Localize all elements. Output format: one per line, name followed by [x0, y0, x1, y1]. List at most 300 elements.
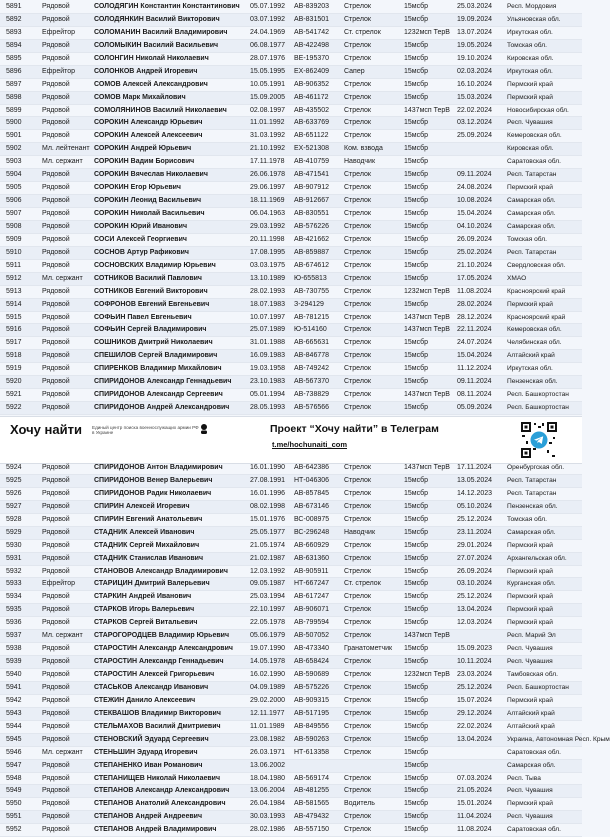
cell-name: СПИРИН Евгений Анатольевич — [94, 515, 203, 523]
cell-pos: Ст. стрелок — [344, 28, 381, 36]
cell-date: 16.01.1996 — [250, 489, 286, 497]
cell-unit: 15мсбр — [404, 515, 429, 523]
cell-name: СОРОКИН Юрий Иванович — [94, 222, 188, 230]
cell-tok: АВ-905911 — [294, 567, 329, 575]
cell-pos: Стрелок — [344, 326, 371, 334]
cell-name: СОРОКИН Николай Васильевич — [94, 210, 205, 217]
cell-num: 5939 — [6, 658, 22, 666]
cell-unit: 15мсбр — [404, 235, 429, 243]
cell-rank: Рядовой — [42, 528, 70, 536]
cell-rank: Рядовой — [42, 326, 70, 334]
cell-rank: Рядовой — [42, 210, 70, 217]
cell-name: СОФЬИН Павел Евгеньевич — [94, 313, 192, 321]
cell-reg: Респ. Башкортостан — [507, 683, 569, 691]
project-banner — [0, 416, 582, 464]
cell-unit: 15мсбр — [404, 748, 429, 756]
cell-tok: АВ-642386 — [294, 464, 330, 471]
cell-rank: Рядовой — [42, 119, 70, 127]
cell-name: СТАДНИК Алексей Иванович — [94, 528, 195, 536]
cell-num: 5893 — [6, 28, 22, 36]
cell-pos: Стрелок — [344, 15, 371, 23]
cell-rank: Рядовой — [42, 80, 70, 88]
cell-tok: АВ-410759 — [294, 158, 330, 166]
cell-unit: 15мсбр — [404, 261, 429, 269]
cell-name: СОСИ Алексей Георгиевич — [94, 235, 187, 243]
cell-unit: 1437мсп ТерВ — [404, 106, 450, 114]
cell-rank: Рядовой — [42, 489, 70, 497]
cell-num: 5899 — [6, 106, 22, 114]
table-row — [0, 299, 582, 312]
cell-pos: Стрелок — [344, 567, 371, 575]
cell-num: 5912 — [6, 274, 22, 282]
cell-rank: Рядовой — [42, 391, 70, 399]
cell-pos: Стрелок — [344, 593, 371, 601]
cell-pos: Стрелок — [344, 735, 371, 743]
cell-reg: Иркутская обл. — [507, 365, 553, 373]
table-row — [0, 312, 582, 325]
table-row — [0, 682, 582, 695]
table-row — [0, 79, 582, 92]
cell-reg: Пермский край — [507, 800, 553, 808]
cell-name: СТЕПАНОВ Александр Александрович — [94, 787, 230, 795]
cell-tok: АВ-830551 — [294, 210, 330, 217]
cell-reg: Саратовская обл. — [507, 826, 561, 834]
cell-ddate: 25.09.2024 — [457, 132, 493, 140]
table-row — [0, 1, 582, 14]
cell-unit: 15мсбр — [404, 528, 429, 536]
cell-ddate: 13.05.2024 — [457, 476, 493, 484]
cell-ddate: 10.11.2024 — [457, 658, 492, 666]
cell-date: 15.01.1976 — [250, 515, 286, 523]
table-row — [0, 208, 582, 221]
cell-name: СПЕШИЛОВ Сергей Владимирович — [94, 352, 218, 360]
cell-ddate: 15.04.2024 — [457, 352, 493, 360]
cell-rank: Рядовой — [42, 541, 70, 549]
cell-num: 5949 — [6, 787, 22, 795]
cell-reg: Самарская обл. — [507, 222, 556, 230]
cell-unit: 15мсбр — [404, 158, 429, 166]
cell-ddate: 24.08.2024 — [457, 184, 493, 192]
cell-rank: Рядовой — [42, 645, 70, 653]
table-row — [0, 488, 582, 501]
cell-unit: 15мсбр — [404, 722, 429, 730]
cell-name: СОРОКИН Вячеслав Николаевич — [94, 171, 208, 179]
cell-pos: Стрелок — [344, 464, 371, 471]
cell-pos: Наводчик — [344, 528, 376, 536]
cell-ddate: 02.03.2024 — [457, 67, 493, 75]
cell-name: СТАРКОВ Игорь Валерьевич — [94, 606, 195, 614]
cell-name: СОТНИКОВ Василий Павлович — [94, 274, 202, 282]
table-row — [0, 798, 582, 811]
cell-num: 5934 — [6, 593, 22, 601]
cell-reg: ХМАО — [507, 274, 527, 282]
cell-reg: Новосибирская обл. — [507, 106, 569, 114]
cell-num: 5924 — [6, 464, 22, 471]
cell-date: 22.10.1997 — [250, 606, 286, 614]
cell-num: 5896 — [6, 67, 22, 75]
cell-ddate: 22.11.2024 — [457, 326, 492, 334]
cell-name: СОСНОВ Артур Рафикович — [94, 248, 189, 256]
cell-num: 5916 — [6, 326, 22, 334]
cell-name: СТЕЛЬМАХОВ Василий Дмитриевич — [94, 722, 221, 730]
brand-title: Хочу найти — [10, 422, 82, 437]
cell-pos: Стрелок — [344, 632, 371, 640]
cell-rank: Рядовой — [42, 567, 70, 575]
cell-num: 5897 — [6, 80, 22, 88]
cell-num: 5932 — [6, 567, 22, 575]
cell-name: СТЕЖИН Данило Алексеевич — [94, 696, 196, 704]
table-row — [0, 566, 582, 579]
cell-num: 5914 — [6, 300, 22, 308]
cell-pos: Стрелок — [344, 248, 371, 256]
cell-name: СОРОКИН Вадим Борисович — [94, 158, 195, 166]
cell-rank: Рядовой — [42, 313, 70, 321]
cell-pos: Стрелок — [344, 132, 371, 140]
cell-rank: Рядовой — [42, 658, 70, 666]
cell-name: СОЛОМАНИН Василий Владимирович — [94, 28, 228, 36]
cell-rank: Рядовой — [42, 300, 70, 308]
cell-tok: АВ-481255 — [294, 787, 330, 795]
cell-name: СПИРИДОНОВ Александр Геннадьевич — [94, 378, 232, 386]
table-row — [0, 669, 582, 682]
cell-date: 05.06.1979 — [250, 632, 286, 640]
cell-reg: Томская обл. — [507, 235, 547, 243]
table-row — [0, 105, 582, 118]
cell-tok: АВ-781215 — [294, 313, 330, 321]
cell-reg: Архангельская обл. — [507, 554, 567, 562]
cell-name: СПИРИН Алексей Игоревич — [94, 502, 190, 510]
cell-unit: 15мсбр — [404, 339, 429, 347]
cell-name: СОШНИКОВ Дмитрий Николаевич — [94, 339, 213, 347]
cell-date: 25.07.1989 — [250, 326, 286, 334]
cell-rank: Рядовой — [42, 235, 70, 243]
table-row — [0, 656, 582, 669]
cell-name: СТЕПАНОВ Андрей Владимирович — [94, 826, 217, 834]
cell-reg: Кировская обл. — [507, 54, 554, 62]
cell-tok: АВ-541742 — [294, 28, 330, 36]
cell-rank: Рядовой — [42, 593, 70, 601]
cell-name: СОЛОДЯНКИН Василий Викторович — [94, 15, 220, 23]
cell-name: СТАРОСТИН Александр Геннадьевич — [94, 658, 224, 666]
cell-num: 5906 — [6, 197, 22, 205]
cell-name: СОМОЛЯНИНОВ Василий Николаевич — [94, 106, 227, 114]
table-row — [0, 195, 582, 208]
cell-num: 5945 — [6, 735, 22, 743]
cell-pos: Стрелок — [344, 261, 371, 269]
cell-tok: АВ-473340 — [294, 645, 330, 653]
cell-rank: Ефрейтор — [42, 580, 76, 588]
cell-ddate: 05.10.2024 — [457, 502, 493, 510]
cell-pos: Стрелок — [344, 287, 371, 295]
cell-unit: 15мсбр — [404, 761, 429, 769]
cell-rank: Рядовой — [42, 93, 70, 101]
cell-reg: Респ. Башкортостан — [507, 404, 569, 412]
cell-pos: Стрелок — [344, 748, 371, 756]
cell-pos: Стрелок — [344, 41, 371, 49]
cell-reg: Пермский край — [507, 93, 553, 101]
table-row — [0, 591, 582, 604]
telegram-link[interactable]: t.me/hochunaiti_com — [272, 440, 348, 449]
cell-reg: Самарская обл. — [507, 528, 556, 536]
cell-tok: АВ-422498 — [294, 41, 330, 49]
cell-pos: Стрелок — [344, 391, 371, 399]
cell-date: 12.11.1977 — [250, 709, 285, 717]
cell-reg: Иркутская обл. — [507, 67, 553, 75]
cell-name: СТЕНОВСКИЙ Эдуард Сергеевич — [94, 735, 209, 743]
cell-tok: ВС-296248 — [294, 528, 330, 536]
cell-name: СОЛОДЯГИН Константин Константинович — [94, 3, 240, 10]
cell-pos: Стрелок — [344, 489, 371, 497]
cell-name: СОСНОВСКИХ Владимир Юрьевич — [94, 261, 216, 269]
cell-rank: Рядовой — [42, 735, 70, 743]
cell-date: 28.07.1976 — [250, 54, 286, 62]
cell-reg: Респ. Татарстан — [507, 248, 557, 256]
cell-num: 5898 — [6, 93, 22, 101]
cell-num: 5933 — [6, 580, 22, 588]
table-row — [0, 773, 582, 786]
cell-reg: Пензенская обл. — [507, 378, 558, 386]
cell-num: 5930 — [6, 541, 22, 549]
cell-reg: Свердловская обл. — [507, 261, 566, 269]
cell-date: 05.07.1992 — [250, 3, 286, 10]
telegram-icon — [530, 431, 548, 449]
cell-name: СПИРИДОНОВ Андрей Александрович — [94, 404, 230, 412]
cell-name: СПИРИДОНОВ Антон Владимирович — [94, 464, 223, 471]
cell-num: 5935 — [6, 606, 22, 614]
cell-reg: Алтайский край — [507, 352, 555, 360]
cell-unit: 15мсбр — [404, 15, 429, 23]
cell-pos: Водитель — [344, 800, 375, 808]
cell-ddate: 11.08.2024 — [457, 826, 492, 834]
cell-name: СТАРКОВ Сергей Витальевич — [94, 619, 198, 627]
cell-num: 5910 — [6, 248, 22, 256]
cell-ddate: 03.12.2024 — [457, 119, 493, 127]
cell-unit: 15мсбр — [404, 67, 429, 75]
cell-ddate: 25.03.2024 — [457, 3, 493, 10]
cell-reg: Томская обл. — [507, 41, 547, 49]
cell-ddate: 12.03.2024 — [457, 619, 493, 627]
cell-date: 29.06.1997 — [250, 184, 286, 192]
cell-tok: НТ-667247 — [294, 580, 330, 588]
cell-pos: Стрелок — [344, 352, 371, 360]
cell-unit: 15мсбр — [404, 3, 429, 10]
cell-date: 10.07.1997 — [250, 313, 286, 321]
cell-rank: Рядовой — [42, 197, 70, 205]
cell-rank: Рядовой — [42, 813, 70, 821]
cell-unit: 15мсбр — [404, 735, 429, 743]
cell-tok: АВ-576226 — [294, 222, 330, 230]
table-row — [0, 337, 582, 350]
cell-unit: 1437мсп ТерВ — [404, 313, 450, 321]
cell-date: 28.02.1993 — [250, 287, 286, 295]
cell-tok: ЕХ-862409 — [294, 67, 330, 75]
cell-num: 5938 — [6, 645, 22, 653]
cell-rank: Рядовой — [42, 106, 70, 114]
cell-date: 16.02.1990 — [250, 671, 286, 678]
cell-ddate: 22.02.2024 — [457, 106, 493, 114]
table-row — [0, 811, 582, 824]
cell-pos: Стрелок — [344, 106, 371, 114]
cell-pos: Стрелок — [344, 683, 371, 691]
cell-name: СТАДНИК Сергей Михайлович — [94, 541, 200, 549]
cell-unit: 1232мсп ТерВ — [404, 287, 450, 295]
cell-rank: Мл. лейтенант — [42, 145, 90, 153]
cell-tok: АВ-906352 — [294, 80, 330, 88]
table-row — [0, 824, 582, 837]
table-row — [0, 169, 582, 182]
cell-tok: АВ-907912 — [294, 184, 330, 192]
cell-date: 23.10.1983 — [250, 378, 286, 386]
table-row — [0, 514, 582, 527]
cell-unit: 15мсбр — [404, 813, 429, 821]
cell-rank: Рядовой — [42, 261, 70, 269]
cell-unit: 15мсбр — [404, 658, 429, 666]
cell-unit: 15мсбр — [404, 222, 429, 230]
cell-tok: АВ-749242 — [294, 365, 330, 373]
cell-reg: Пермский край — [507, 184, 553, 192]
cell-ddate: 15.01.2024 — [457, 800, 493, 808]
casualty-table-top — [0, 1, 582, 428]
cell-tok: НТ-046306 — [294, 476, 330, 484]
cell-num: 5904 — [6, 171, 22, 179]
cell-pos: Ст. стрелок — [344, 580, 381, 588]
cell-num: 5894 — [6, 41, 22, 49]
cell-ddate: 24.07.2024 — [457, 339, 493, 347]
cell-ddate: 26.09.2024 — [457, 567, 493, 575]
cell-ddate: 17.05.2024 — [457, 274, 493, 282]
cell-reg: Пензенская обл. — [507, 502, 558, 510]
cell-date: 24.04.1969 — [250, 28, 286, 36]
cell-num: 5915 — [6, 313, 22, 321]
table-row — [0, 247, 582, 260]
cell-tok: АВ-738829 — [294, 391, 330, 399]
cell-date: 26.03.1971 — [250, 748, 286, 756]
cell-name: СТАРОСТИН Алексей Григорьевич — [94, 671, 215, 678]
cell-name: СТАРОСТИН Александр Александрович — [94, 645, 233, 653]
cell-pos: Стрелок — [344, 197, 371, 205]
cell-tok: АВ-651122 — [294, 132, 329, 140]
table-row — [0, 402, 582, 415]
cell-pos: Стрелок — [344, 722, 371, 730]
cell-pos: Стрелок — [344, 541, 371, 549]
cell-rank: Рядовой — [42, 184, 70, 192]
cell-unit: 15мсбр — [404, 404, 429, 412]
table-row — [0, 117, 582, 130]
cell-tok: АВ-617247 — [294, 593, 330, 601]
cell-pos: Стрелок — [344, 554, 371, 562]
cell-reg: Пермский край — [507, 300, 553, 308]
cell-ddate: 28.12.2024 — [457, 313, 493, 321]
cell-date: 19.03.1958 — [250, 365, 286, 373]
cell-date: 10.05.1991 — [250, 80, 286, 88]
cell-tok: Ю-514160 — [294, 326, 327, 334]
cell-tok: АВ-846778 — [294, 352, 330, 360]
table-row — [0, 747, 582, 760]
cell-ddate: 14.12.2023 — [457, 489, 493, 497]
cell-name: СОРОКИН Леонид Васильевич — [94, 197, 202, 205]
table-row — [0, 27, 582, 40]
cell-date: 26.06.1978 — [250, 171, 286, 179]
cell-tok: АВ-507052 — [294, 632, 330, 640]
table-row — [0, 350, 582, 363]
cell-ddate: 23.11.2024 — [457, 528, 492, 536]
cell-tok: АВ-471541 — [294, 171, 330, 179]
cell-tok: АВ-839203 — [294, 3, 330, 10]
cell-tok: АВ-849556 — [294, 722, 330, 730]
cell-tok: Ю-655813 — [294, 274, 327, 282]
table-row — [0, 286, 582, 299]
table-row — [0, 617, 582, 630]
cell-date: 02.08.1997 — [250, 106, 286, 114]
cell-date: 31.03.1992 — [250, 132, 286, 140]
table-row — [0, 695, 582, 708]
cell-name: СОРОКИН Андрей Юрьевич — [94, 145, 192, 153]
cell-unit: 15мсбр — [404, 145, 429, 153]
cell-date: 29.03.1992 — [250, 222, 286, 230]
cell-ddate: 28.02.2024 — [457, 300, 493, 308]
cell-pos: Стрелок — [344, 696, 371, 704]
cell-pos: Стрелок — [344, 813, 371, 821]
cell-unit: 15мсбр — [404, 800, 429, 808]
cell-name: СТАРИЦИН Дмитрий Валерьевич — [94, 580, 210, 588]
cell-unit: 15мсбр — [404, 645, 429, 653]
cell-num: 5902 — [6, 145, 22, 153]
cell-ddate: 23.03.2024 — [457, 671, 493, 678]
cell-date: 29.02.2000 — [250, 696, 286, 704]
cell-rank: Рядовой — [42, 515, 70, 523]
cell-reg: Челябинская обл. — [507, 339, 562, 347]
cell-num: 5928 — [6, 515, 22, 523]
cell-reg: Тамбовская обл. — [507, 671, 558, 678]
table-row — [0, 260, 582, 273]
cell-name: СТЕПАНОВ Андрей Андреевич — [94, 813, 203, 821]
cell-unit: 15мсбр — [404, 210, 429, 217]
cell-pos: Стрелок — [344, 709, 371, 717]
table-row — [0, 527, 582, 540]
cell-pos: Стрелок — [344, 300, 371, 308]
cell-rank: Рядовой — [42, 696, 70, 704]
cell-unit: 15мсбр — [404, 593, 429, 601]
cell-pos: Стрелок — [344, 826, 371, 834]
cell-num: 5927 — [6, 502, 22, 510]
cell-ddate: 10.08.2024 — [457, 197, 493, 205]
cell-num: 5913 — [6, 287, 22, 295]
cell-name: СОФЬИН Сергей Владимирович — [94, 326, 207, 334]
cell-date: 09.05.1987 — [250, 580, 286, 588]
cell-unit: 15мсбр — [404, 606, 429, 614]
cell-reg: Респ. Башкортостан — [507, 391, 569, 399]
cell-reg: Красноярский край — [507, 313, 566, 321]
cell-tok: АВ-909315 — [294, 696, 330, 704]
cell-date: 13.06.2002 — [250, 761, 286, 769]
table-row — [0, 630, 582, 643]
cell-tok: ВС-008975 — [294, 515, 330, 523]
cell-pos: Стрелок — [344, 222, 371, 230]
cell-name: СПИРИДОНОВ Венер Валерьевич — [94, 476, 213, 484]
cell-date: 13.10.1989 — [250, 274, 286, 282]
table-row — [0, 501, 582, 514]
cell-rank: Рядовой — [42, 554, 70, 562]
cell-tok: З-294129 — [294, 300, 324, 308]
cell-date: 11.01.1989 — [250, 722, 285, 730]
cell-num: 5908 — [6, 222, 22, 230]
table-row — [0, 66, 582, 79]
cell-date: 14.05.1978 — [250, 658, 286, 666]
table-row — [0, 53, 582, 66]
table-row — [0, 553, 582, 566]
cell-reg: Респ. Чувашия — [507, 119, 553, 127]
cell-tok: ЕХ-521308 — [294, 145, 330, 153]
